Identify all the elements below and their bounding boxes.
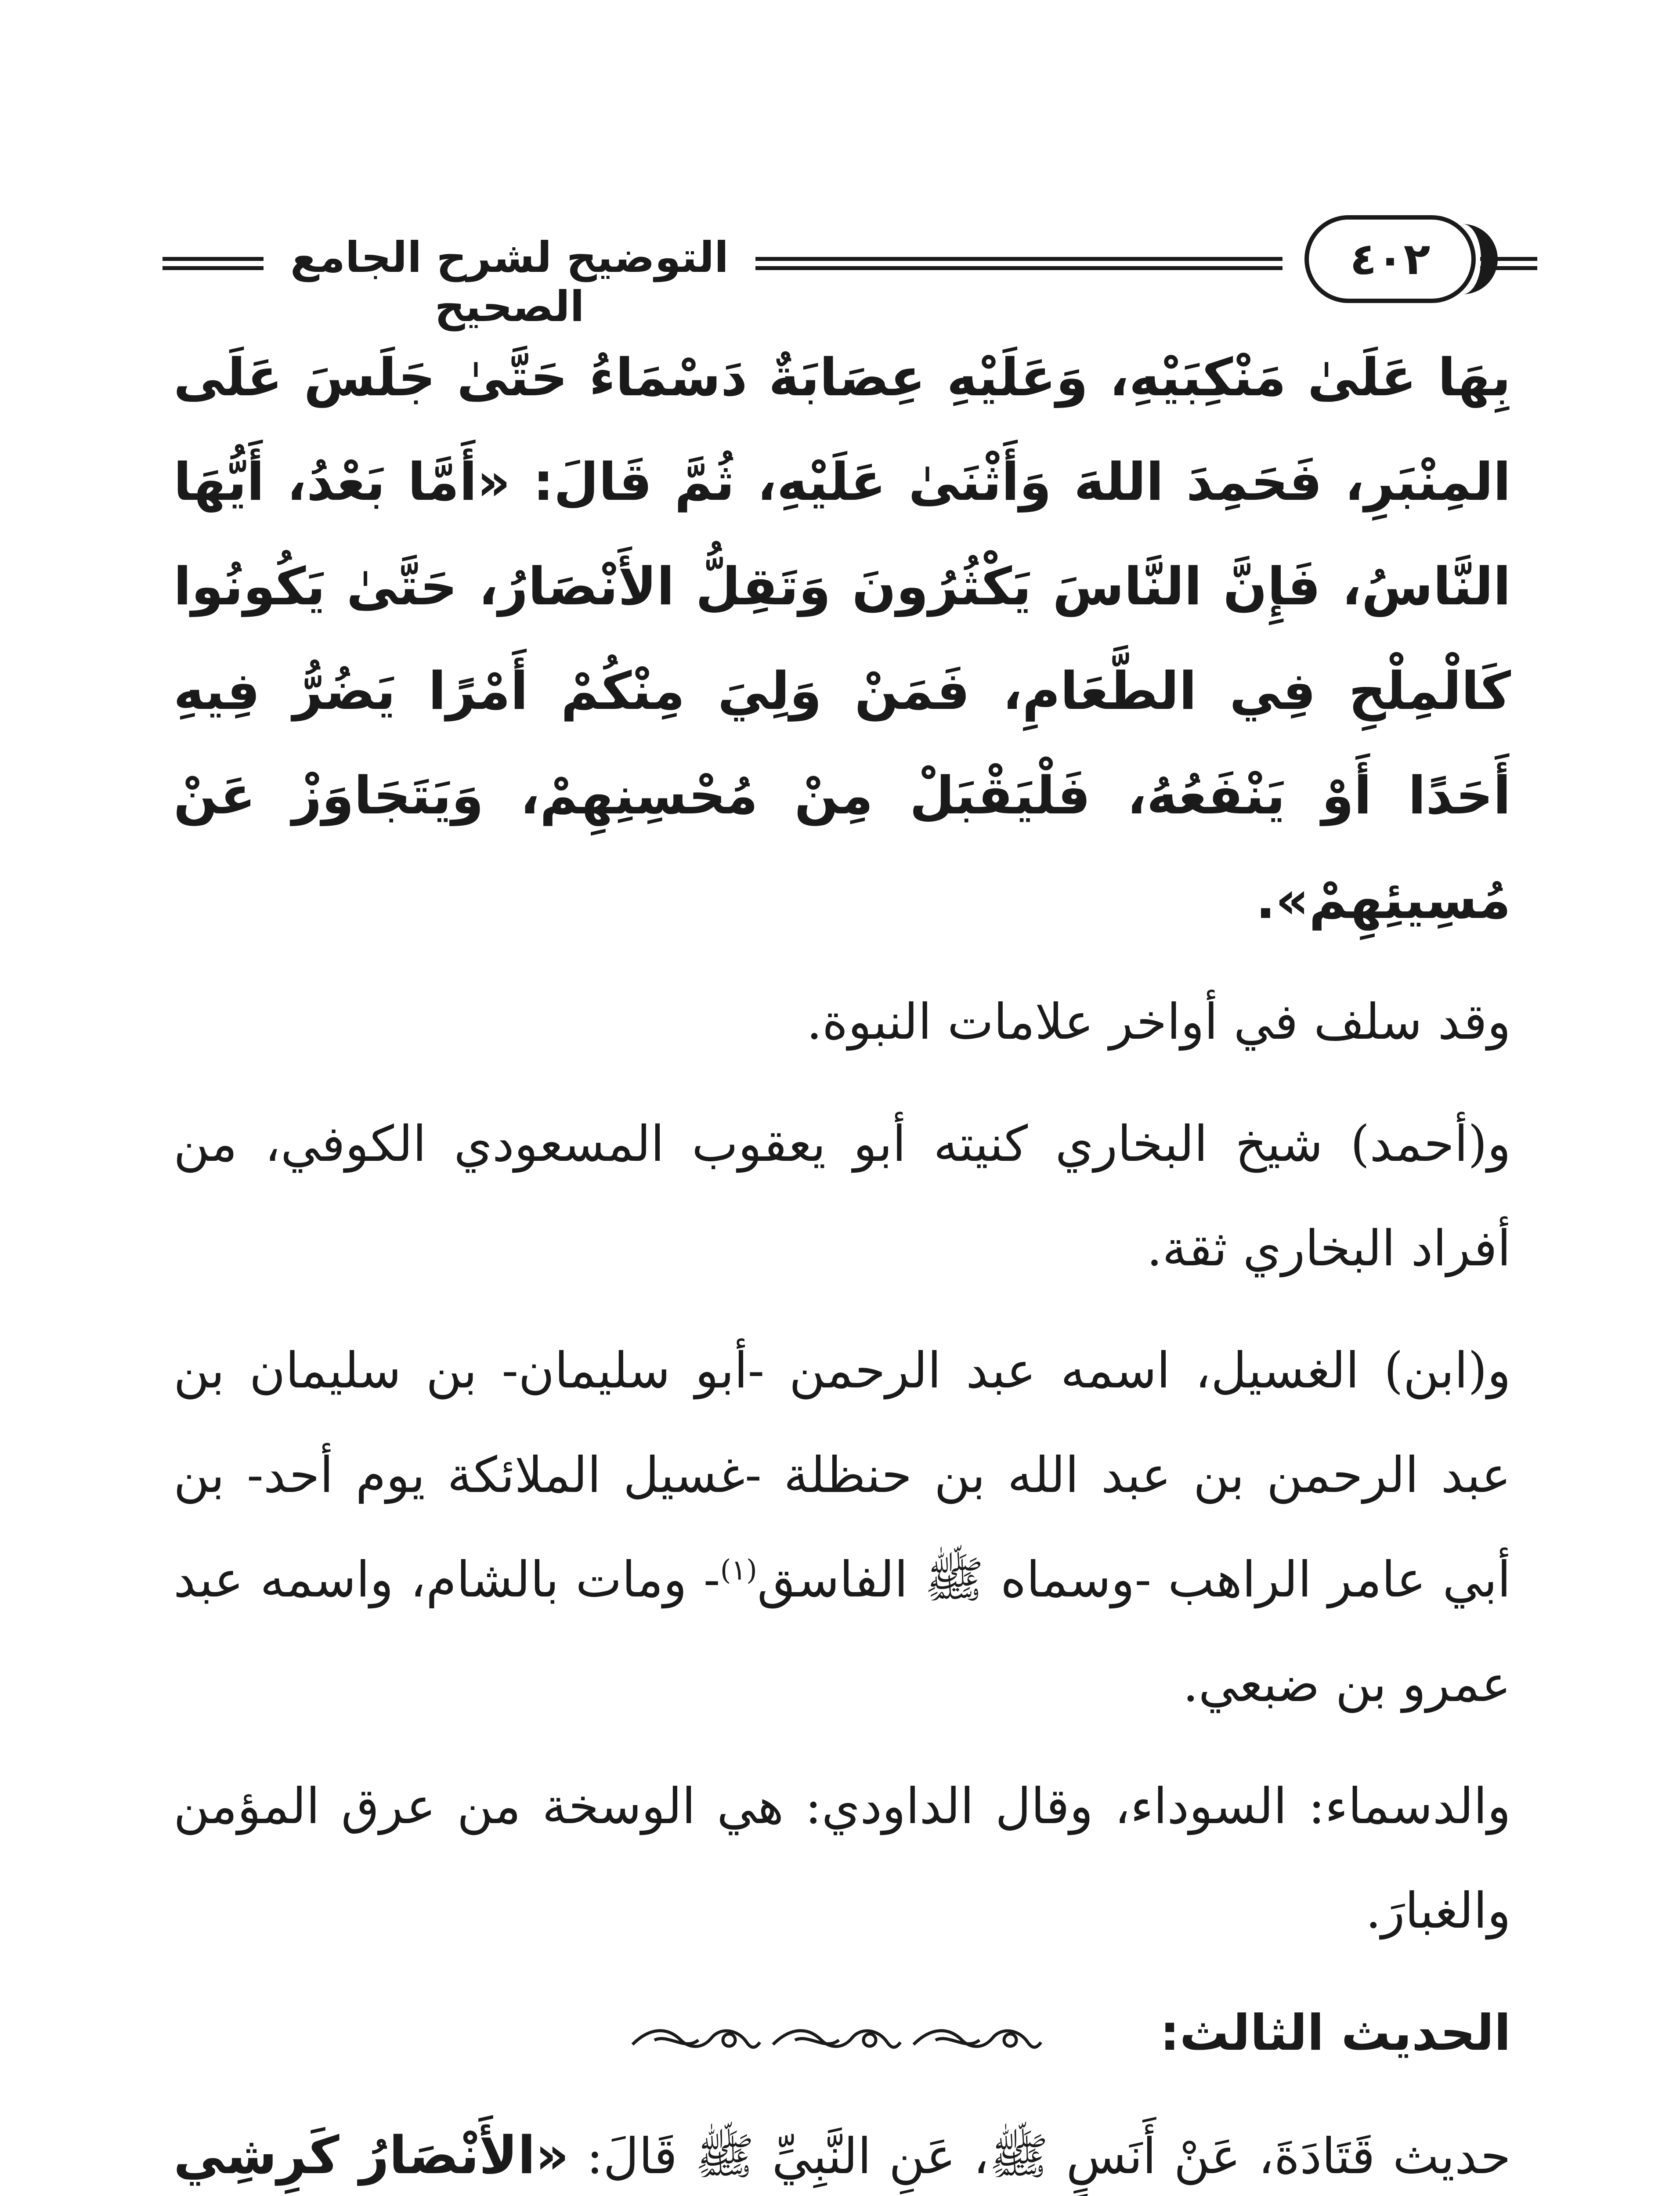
hadith-paragraph-6: «الأَنْصَارُ كَرِشِي — [173, 2125, 569, 2185]
paragraph-5: والدسماء: السوداء، وقال الداودي: هي الوسخة من عرق المؤمن والغبارَ. — [173, 1778, 1511, 1940]
running-title: التوضيح لشرح الجامع الصحيح — [290, 233, 729, 331]
page-header — [163, 202, 1515, 331]
paragraph-2: وقد سلف في أواخر علامات النبوة. — [806, 993, 1511, 1051]
paragraph-4-part-2: - ومات بالشام، واسمه عبد عمرو بن ضبعي. — [173, 1551, 1511, 1713]
footnote-reference[interactable]: (١) — [720, 1554, 757, 1587]
page-number-frame — [1304, 215, 1476, 303]
ornament-divider-icon — [624, 2018, 1045, 2062]
header-rule-left — [163, 257, 264, 270]
hadith-paragraph-1: بِهَا عَلَىٰ مَنْكِبَيْهِ، وَعَلَيْهِ عِصَابَةٌ دَسْمَاءُ حَتَّىٰ جَلَسَ عَلَى المِنْبَرِ، فَحَمِدَ اللهَ وَأَثْنَىٰ عَلَيْهِ، ثُمَّ قَالَ: «أَمَّا بَعْدُ، أَيُّهَا النَّاسُ، فَإِنَّ النَّاسَ يَكْثُرُونَ وَتَقِلُّ الأَنْصَارُ، حَتَّىٰ يَكُونُوا كَالْمِلْحِ فِي الطَّعَامِ، فَمَنْ وَلِيَ مِنْكُمْ أَمْرًا يَضُرُّ فِيهِ أَحَدًا أَوْ يَنْفَعُهُ، فَلْيَقْبَلْ مِنْ مُحْسِنِهِمْ، وَيَتَجَاوَزْ عَنْ مُسِيئِهِمْ». — [173, 347, 1511, 930]
header-rule-right — [1480, 257, 1537, 270]
paragraph-6-intro: حديث قَتَادَةَ، عَنْ أَنَسٍ ﷺ، عَنِ النَّبِيِّ ﷺ قَالَ: — [569, 2128, 1511, 2185]
paragraph-6 — [173, 2103, 1511, 2196]
header-rule-middle — [755, 257, 1283, 270]
section-heading: الحديث الثالث: — [1160, 2005, 1511, 2062]
page-number: ٤٠٢ — [1350, 233, 1431, 285]
paragraph-4-part-1: و(ابن) الغسيل، اسمه عبد الرحمن -أبو سليمان- بن سليمان بن عبد الرحمن بن عبد الله بن حنظلة -غسيل الملائكة يوم أحد- بن أبي عامر الراهب -وسماه ﷺ الفاسق — [173, 1342, 1511, 1608]
paragraph-3: و(أحمد) شيخ البخاري كنيته أبو يعقوب المسعودي الكوفي، من أفراد البخاري ثقة. — [173, 1116, 1511, 1277]
page-body — [173, 325, 1511, 2196]
paragraph-4 — [173, 1318, 1511, 1737]
